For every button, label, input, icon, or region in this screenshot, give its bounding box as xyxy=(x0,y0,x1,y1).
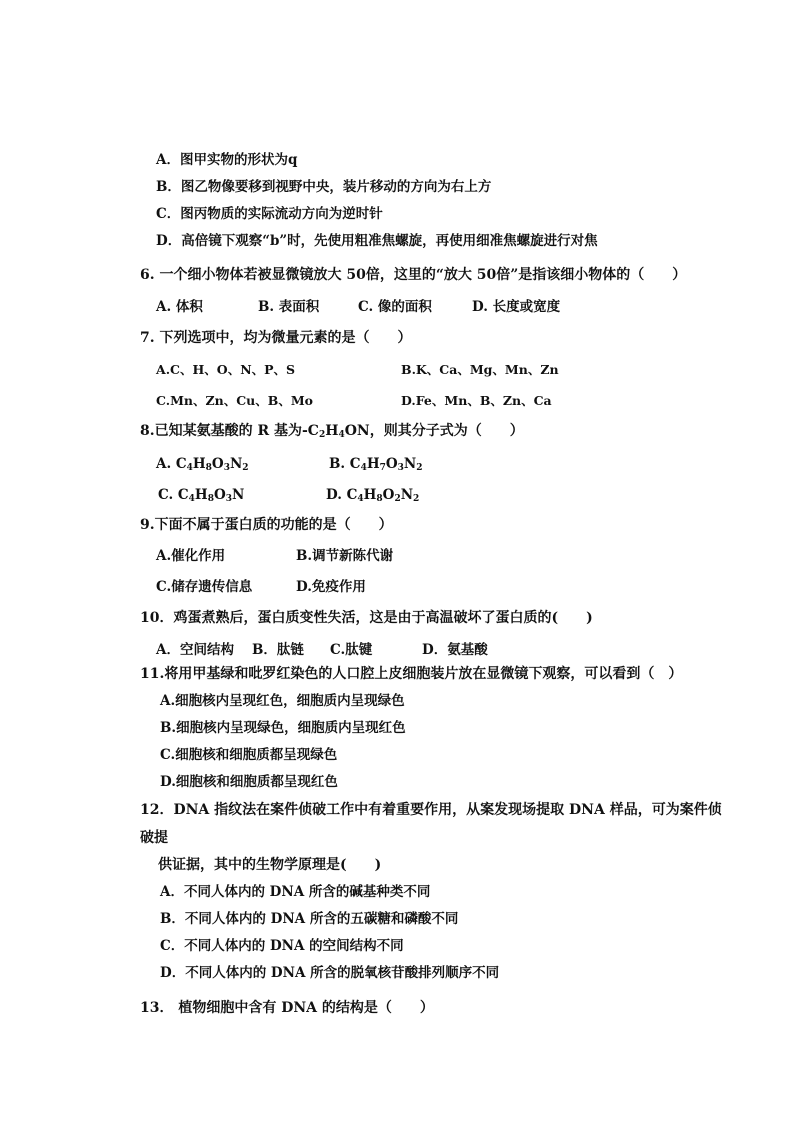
q12-stem-line-3: 供证据，其中的生物学原理是( ) xyxy=(158,857,382,873)
q6-option-c: C. 像的面积 xyxy=(358,299,432,315)
q11-option-b: B.细胞核内呈现绿色，细胞质内呈现红色 xyxy=(160,720,406,736)
q11-option-c: C.细胞核和细胞质都呈现绿色 xyxy=(160,747,338,763)
q12-option-b: B．不同人体内的 DNA 所含的五碳糖和磷酸不同 xyxy=(160,911,459,927)
q11-option-a: A.细胞核内呈现红色，细胞质内呈现绿色 xyxy=(160,693,405,709)
q10-option-b: B．肽链 xyxy=(252,642,304,658)
q12-stem-line-1: 12．DNA 指纹法在案件侦破工作中有着重要作用，从案发现场提取 DNA 样品，可为案件侦 xyxy=(140,802,722,818)
q10-stem: 10．鸡蛋煮熟后，蛋白质变性失活，这是由于高温破坏了蛋白质的( ) xyxy=(140,610,593,626)
q6-option-a: A. 体积 xyxy=(156,299,203,315)
q9-option-c: C.储存遗传信息 xyxy=(156,579,253,595)
q11-stem: 11.将用甲基绿和吡罗红染色的人口腔上皮细胞装片放在显微镜下观察，可以看到（ ） xyxy=(140,666,683,682)
q8-option-a: A. $C_4H_8O_3N_2$ xyxy=(156,456,249,473)
q8-stem: 8.已知某氨基酸的 R 基为$-C_2H_4ON$，则其分子式为（ ） xyxy=(140,423,524,440)
q5-option-d: D．高倍镜下观察“b”时，先使用粗准焦螺旋，再使用细准焦螺旋进行对焦 xyxy=(156,233,598,249)
q9-stem: 9.下面不属于蛋白质的功能的是（ ） xyxy=(140,517,393,533)
q8-option-d: D. $C_4H_8O_2N_2$ xyxy=(326,487,420,504)
q8-option-c: C. $C_4H_8O_3N$ xyxy=(158,487,245,504)
q12-option-c: C．不同人体内的 DNA 的空间结构不同 xyxy=(160,938,404,954)
q12-option-d: D．不同人体内的 DNA 所含的脱氧核苷酸排列顺序不同 xyxy=(160,965,500,981)
q7-option-b: B.K、Ca、Mg、Mn、Zn xyxy=(401,362,559,377)
q5-option-a: A．图甲实物的形状为q xyxy=(156,152,298,168)
q10-option-c: C.肽键 xyxy=(330,642,373,658)
q7-option-a: A.C、H、O、N、P、S xyxy=(156,362,296,377)
q12-option-a: A．不同人体内的 DNA 所含的碱基种类不同 xyxy=(160,884,431,900)
q7-option-c: C.Mn、Zn、Cu、B、Mo xyxy=(156,393,313,408)
q13-stem: 13． 植物细胞中含有 DNA 的结构是（ ） xyxy=(140,1000,434,1016)
q6-stem: 6. 一个细小物体若被显微镜放大 50倍，这里的“放大 50倍”是指该细小物体的（ ） xyxy=(140,267,687,283)
q9-option-a: A.催化作用 xyxy=(156,548,226,564)
q9-option-b: B.调节新陈代谢 xyxy=(296,548,394,564)
q10-option-a: A．空间结构 xyxy=(156,642,234,658)
q5-option-c: C．图丙物质的实际流动方向为逆时针 xyxy=(156,206,383,222)
q9-option-d: D.免疫作用 xyxy=(296,579,366,595)
q6-option-b: B. 表面积 xyxy=(258,299,320,315)
q6-option-d: D. 长度或宽度 xyxy=(472,299,561,315)
q7-option-d: D.Fe、Mn、B、Zn、Ca xyxy=(401,393,552,408)
q7-stem: 7. 下列选项中，均为微量元素的是（ ） xyxy=(140,330,412,346)
q10-option-d: D．氨基酸 xyxy=(422,642,488,658)
q11-option-d: D.细胞核和细胞质都呈现红色 xyxy=(160,774,338,790)
q5-option-b: B．图乙物像要移到视野中央，装片移动的方向为右上方 xyxy=(156,179,492,195)
q8-option-b: B. $C_4H_7O_3N_2$ xyxy=(329,456,423,473)
q12-stem-line-2: 破提 xyxy=(140,830,168,846)
